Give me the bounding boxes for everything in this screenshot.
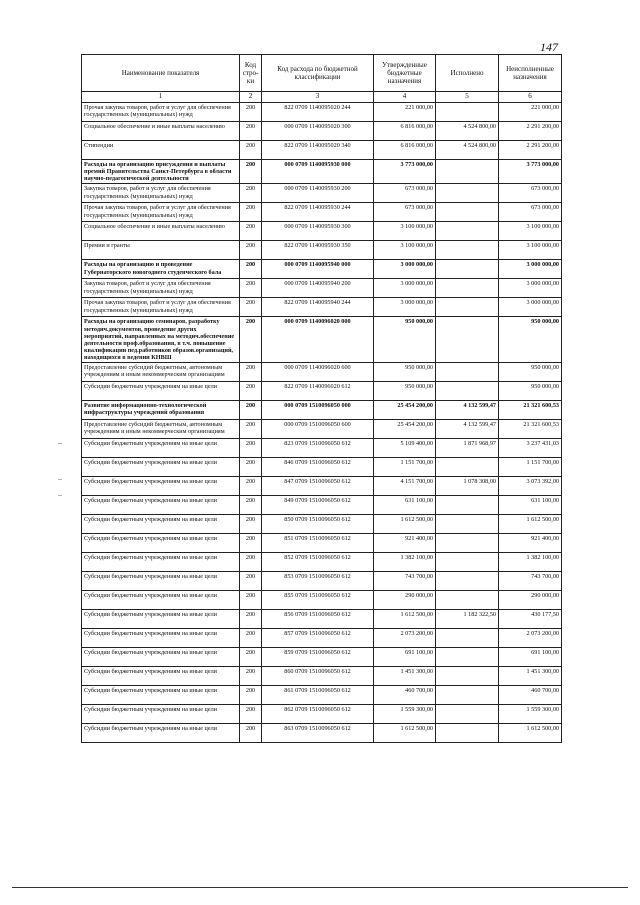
row-line-code: 200: [240, 363, 262, 382]
row-executed: [436, 705, 499, 724]
header-classification-code: Код расхода по бюджетной классификации: [262, 55, 374, 92]
row-line-code: 200: [240, 667, 262, 686]
row-classification-code: 000 0709 1510096050 000: [262, 401, 374, 420]
row-approved: 950 000,00: [374, 317, 436, 363]
row-name: Социальное обеспечение и иные выплаты населению: [82, 222, 240, 241]
header-indicator-name: Наименование показателя: [82, 55, 240, 92]
row-remaining: 3 237 431,03: [499, 439, 562, 458]
row-remaining: 921 400,00: [499, 534, 562, 553]
row-approved: 1 151 700,00: [374, 458, 436, 477]
row-remaining: 1 612 500,00: [499, 515, 562, 534]
table-row: [82, 141, 562, 160]
row-remaining: 673 000,00: [499, 184, 562, 203]
row-remaining: 631 100,00: [499, 496, 562, 515]
table-row: [82, 420, 562, 439]
row-remaining: 2 291 200,00: [499, 122, 562, 141]
row-name: Субсидии бюджетным учреждениям на иные цели: [82, 648, 240, 667]
header-executed: Исполнено: [436, 55, 499, 92]
row-remaining: 3 100 000,00: [499, 222, 562, 241]
row-remaining: 950 000,00: [499, 317, 562, 363]
row-remaining: 3 773 000,00: [499, 160, 562, 184]
table-row: [82, 686, 562, 705]
row-line-code: 200: [240, 279, 262, 298]
row-remaining: 460 700,00: [499, 686, 562, 705]
row-remaining: 3 000 000,00: [499, 260, 562, 279]
row-classification-code: 849 0709 1510096050 612: [262, 496, 374, 515]
row-remaining: 1 612 500,00: [499, 724, 562, 743]
row-executed: [436, 382, 499, 401]
row-approved: 1 451 300,00: [374, 667, 436, 686]
column-number-row: [82, 92, 562, 103]
row-name: Прочая закупка товаров, работ и услуг для обеспечения государственных (муниципальных) нужд: [82, 298, 240, 317]
row-name: Прочая закупка товаров, работ и услуг для обеспечения государственных (муниципальных) нужд: [82, 203, 240, 222]
row-line-code: 200: [240, 439, 262, 458]
row-line-code: 200: [240, 458, 262, 477]
header-approved: Утвержденные бюджетные назначения: [374, 55, 436, 92]
table-row: [82, 572, 562, 591]
row-executed: [436, 222, 499, 241]
row-classification-code: 852 0709 1510096050 612: [262, 553, 374, 572]
row-executed: [436, 591, 499, 610]
row-classification-code: 847 0709 1510096050 612: [262, 477, 374, 496]
row-approved: 950 000,00: [374, 363, 436, 382]
row-executed: [436, 203, 499, 222]
row-classification-code: 822 0709 1140095940 244: [262, 298, 374, 317]
table-row: [82, 648, 562, 667]
row-classification-code: 823 0709 1510096050 612: [262, 439, 374, 458]
row-approved: 3 000 000,00: [374, 298, 436, 317]
row-name: Субсидии бюджетным учреждениям на иные цели: [82, 724, 240, 743]
row-executed: [436, 553, 499, 572]
header-remaining: Неисполненные назначения: [499, 55, 562, 92]
row-classification-code: 000 0709 1140095930 000: [262, 160, 374, 184]
row-name: Прочая закупка товаров, работ и услуг для обеспечения государственных (муниципальных) нужд: [82, 103, 240, 122]
row-approved: 3 100 000,00: [374, 241, 436, 260]
row-classification-code: 000 0709 1140095940 200: [262, 279, 374, 298]
row-executed: [436, 572, 499, 591]
row-line-code: 200: [240, 298, 262, 317]
row-name: Субсидии бюджетным учреждениям на иные цели: [82, 534, 240, 553]
row-approved: 6 816 000,00: [374, 122, 436, 141]
row-approved: 3 100 000,00: [374, 222, 436, 241]
row-approved: 5 109 400,00: [374, 439, 436, 458]
row-classification-code: 857 0709 1510096050 612: [262, 629, 374, 648]
row-name: Субсидии бюджетным учреждениям на иные цели: [82, 515, 240, 534]
row-approved: 1 382 100,00: [374, 553, 436, 572]
row-remaining: 3 000 000,00: [499, 279, 562, 298]
row-approved: 673 000,00: [374, 184, 436, 203]
column-number: 6: [499, 92, 562, 103]
row-name: Предоставление субсидий бюджетным, автономным учреждениям и иным некоммерческим организациям: [82, 363, 240, 382]
row-approved: 3 773 000,00: [374, 160, 436, 184]
row-name: Субсидии бюджетным учреждениям на иные цели: [82, 610, 240, 629]
table-row: [82, 667, 562, 686]
row-remaining: 1 382 100,00: [499, 553, 562, 572]
page-number: 147: [540, 40, 558, 54]
row-name: Расходы на организацию присуждения и выплаты премий Правительства Санкт-Петербурга в области научно-педагогической деятельности: [82, 160, 240, 184]
row-classification-code: 000 0709 1140095020 300: [262, 122, 374, 141]
row-line-code: 200: [240, 382, 262, 401]
row-classification-code: 000 0709 1140095940 000: [262, 260, 374, 279]
row-line-code: 200: [240, 591, 262, 610]
row-name: Субсидии бюджетным учреждениям на иные цели: [82, 496, 240, 515]
row-approved: 1 612 500,00: [374, 610, 436, 629]
row-line-code: 200: [240, 184, 262, 203]
row-line-code: 200: [240, 222, 262, 241]
table-row: [82, 458, 562, 477]
row-remaining: 743 700,00: [499, 572, 562, 591]
table-row: [82, 222, 562, 241]
row-name: Стипендии: [82, 141, 240, 160]
row-classification-code: 851 0709 1510096050 612: [262, 534, 374, 553]
column-number: 1: [82, 92, 240, 103]
row-name: Субсидии бюджетным учреждениям на иные цели: [82, 667, 240, 686]
row-approved: 3 000 000,00: [374, 260, 436, 279]
row-line-code: 200: [240, 648, 262, 667]
table-row: [82, 260, 562, 279]
row-executed: [436, 279, 499, 298]
row-approved: 1 559 300,00: [374, 705, 436, 724]
row-remaining: 3 000 000,00: [499, 298, 562, 317]
row-executed: 4 132 599,47: [436, 420, 499, 439]
row-classification-code: 853 0709 1510096050 612: [262, 572, 374, 591]
row-line-code: 200: [240, 572, 262, 591]
row-line-code: 200: [240, 686, 262, 705]
row-remaining: 1 559 300,00: [499, 705, 562, 724]
margin-mark: –: [58, 490, 62, 499]
row-line-code: 200: [240, 241, 262, 260]
row-executed: [436, 648, 499, 667]
table-body: [82, 103, 562, 743]
row-remaining: 21 321 600,53: [499, 401, 562, 420]
table-row: [82, 103, 562, 122]
table-row: [82, 591, 562, 610]
row-executed: [436, 298, 499, 317]
row-line-code: 200: [240, 203, 262, 222]
row-classification-code: 000 0709 1140095930 300: [262, 222, 374, 241]
row-approved: 221 000,00: [374, 103, 436, 122]
row-line-code: 200: [240, 477, 262, 496]
table-row: [82, 382, 562, 401]
row-name: Субсидии бюджетным учреждениям на иные цели: [82, 382, 240, 401]
row-classification-code: 855 0709 1510096050 612: [262, 591, 374, 610]
row-line-code: 200: [240, 515, 262, 534]
column-number: 5: [436, 92, 499, 103]
row-classification-code: 000 0709 1510096050 600: [262, 420, 374, 439]
table-row: [82, 439, 562, 458]
column-number: 2: [240, 92, 262, 103]
row-approved: 1 612 500,00: [374, 515, 436, 534]
row-line-code: 200: [240, 534, 262, 553]
table-row: [82, 553, 562, 572]
row-classification-code: 860 0709 1510096050 612: [262, 667, 374, 686]
row-executed: [436, 184, 499, 203]
row-line-code: 200: [240, 705, 262, 724]
row-classification-code: 000 0709 1140096020 600: [262, 363, 374, 382]
budget-execution-table: [81, 54, 562, 743]
row-remaining: 950 000,00: [499, 363, 562, 382]
row-approved: 673 000,00: [374, 203, 436, 222]
row-line-code: 200: [240, 553, 262, 572]
row-name: Социальное обеспечение и иные выплаты населению: [82, 122, 240, 141]
row-approved: 3 000 000,00: [374, 279, 436, 298]
row-name: Субсидии бюджетным учреждениям на иные цели: [82, 553, 240, 572]
row-executed: [436, 667, 499, 686]
table-row: [82, 298, 562, 317]
row-line-code: 200: [240, 141, 262, 160]
row-classification-code: 000 0709 1140096020 000: [262, 317, 374, 363]
row-remaining: 673 000,00: [499, 203, 562, 222]
row-executed: 1 871 968,97: [436, 439, 499, 458]
row-name: Расходы на организацию семинаров, разработку методич.документов, проведение других мероприятий, направленных на методич.обеспечение деятельности проф.образования, в т.ч. повышение квалификации пед.работников образов.организаций, находящихся в ведении КНВШ: [82, 317, 240, 363]
row-line-code: 200: [240, 160, 262, 184]
row-remaining: 950 000,00: [499, 382, 562, 401]
row-name: Развитие информационно-технологической инфраструктуры учреждений образования: [82, 401, 240, 420]
row-classification-code: 863 0709 1510096050 612: [262, 724, 374, 743]
margin-mark: –: [58, 438, 62, 447]
table-row: [82, 496, 562, 515]
row-executed: [436, 260, 499, 279]
row-remaining: 2 291 200,00: [499, 141, 562, 160]
row-executed: [436, 686, 499, 705]
header-row: [82, 55, 562, 92]
row-classification-code: 822 0709 1140096020 612: [262, 382, 374, 401]
row-executed: [436, 241, 499, 260]
row-approved: 2 073 200,00: [374, 629, 436, 648]
table-row: [82, 184, 562, 203]
row-approved: 25 454 200,00: [374, 401, 436, 420]
row-executed: 4 524 800,00: [436, 141, 499, 160]
table-row: [82, 724, 562, 743]
table-header: [82, 55, 562, 103]
row-name: Субсидии бюджетным учреждениям на иные цели: [82, 705, 240, 724]
column-number: 3: [262, 92, 374, 103]
table-row: [82, 705, 562, 724]
table-row: [82, 203, 562, 222]
column-number: 4: [374, 92, 436, 103]
row-executed: [436, 496, 499, 515]
table-row: [82, 515, 562, 534]
table-row: [82, 122, 562, 141]
row-line-code: 200: [240, 260, 262, 279]
row-name: Субсидии бюджетным учреждениям на иные цели: [82, 439, 240, 458]
row-line-code: 200: [240, 610, 262, 629]
row-remaining: 1 451 300,00: [499, 667, 562, 686]
row-name: Субсидии бюджетным учреждениям на иные цели: [82, 591, 240, 610]
row-name: Предоставление субсидий бюджетным, автономным учреждениям и иным некоммерческим организациям: [82, 420, 240, 439]
row-line-code: 200: [240, 724, 262, 743]
row-name: Субсидии бюджетным учреждениям на иные цели: [82, 629, 240, 648]
row-name: Субсидии бюджетным учреждениям на иные цели: [82, 572, 240, 591]
row-classification-code: 859 0709 1510096050 612: [262, 648, 374, 667]
row-approved: 6 816 000,00: [374, 141, 436, 160]
row-approved: 460 700,00: [374, 686, 436, 705]
row-name: Субсидии бюджетным учреждениям на иные цели: [82, 458, 240, 477]
row-executed: 1 182 322,50: [436, 610, 499, 629]
table-row: [82, 610, 562, 629]
row-approved: 1 612 500,00: [374, 724, 436, 743]
table-row: [82, 477, 562, 496]
row-executed: 4 132 599,47: [436, 401, 499, 420]
row-name: Расходы на организацию и проведение Губернаторского новогоднего студенческого бала: [82, 260, 240, 279]
row-name: Закупка товаров, работ и услуг для обеспечения государственных (муниципальных) нужд: [82, 279, 240, 298]
row-classification-code: 861 0709 1510096050 612: [262, 686, 374, 705]
row-line-code: 200: [240, 420, 262, 439]
table-row: [82, 279, 562, 298]
row-classification-code: 822 0709 1140095020 340: [262, 141, 374, 160]
row-approved: 743 700,00: [374, 572, 436, 591]
row-classification-code: 822 0709 1140095930 244: [262, 203, 374, 222]
row-remaining: 2 073 200,00: [499, 629, 562, 648]
row-executed: 4 524 800,00: [436, 122, 499, 141]
row-classification-code: 850 0709 1510096050 612: [262, 515, 374, 534]
row-approved: 691 100,00: [374, 648, 436, 667]
row-remaining: 3 100 000,00: [499, 241, 562, 260]
row-approved: 921 400,00: [374, 534, 436, 553]
row-line-code: 200: [240, 103, 262, 122]
table-row: [82, 534, 562, 553]
row-classification-code: 846 0709 1510096050 612: [262, 458, 374, 477]
row-line-code: 200: [240, 317, 262, 363]
row-name: Премии и гранты: [82, 241, 240, 260]
row-executed: [436, 103, 499, 122]
row-approved: 4 151 700,00: [374, 477, 436, 496]
row-executed: [436, 317, 499, 363]
table-row: [82, 401, 562, 420]
row-classification-code: 856 0709 1510096050 612: [262, 610, 374, 629]
row-name: Субсидии бюджетным учреждениям на иные цели: [82, 686, 240, 705]
table-row: [82, 363, 562, 382]
row-remaining: 3 073 392,00: [499, 477, 562, 496]
row-remaining: 221 000,00: [499, 103, 562, 122]
table-row: [82, 317, 562, 363]
row-executed: [436, 458, 499, 477]
row-executed: [436, 160, 499, 184]
row-remaining: 430 177,50: [499, 610, 562, 629]
row-remaining: 1 151 700,00: [499, 458, 562, 477]
row-classification-code: 822 0709 1140095020 244: [262, 103, 374, 122]
row-line-code: 200: [240, 629, 262, 648]
row-executed: [436, 534, 499, 553]
row-executed: [436, 363, 499, 382]
row-approved: 25 454 200,00: [374, 420, 436, 439]
row-line-code: 200: [240, 122, 262, 141]
row-executed: [436, 629, 499, 648]
row-name: Закупка товаров, работ и услуг для обеспечения государственных (муниципальных) нужд: [82, 184, 240, 203]
row-remaining: 21 321 600,53: [499, 420, 562, 439]
row-approved: 631 100,00: [374, 496, 436, 515]
row-name: Субсидии бюджетным учреждениям на иные цели: [82, 477, 240, 496]
row-executed: [436, 515, 499, 534]
row-remaining: 290 000,00: [499, 591, 562, 610]
page-bottom-rule: [12, 887, 628, 888]
row-approved: 290 000,00: [374, 591, 436, 610]
row-classification-code: 862 0709 1510096050 612: [262, 705, 374, 724]
margin-mark: –: [58, 474, 62, 483]
table-row: [82, 629, 562, 648]
row-remaining: 691 100,00: [499, 648, 562, 667]
row-classification-code: 000 0709 1140095930 200: [262, 184, 374, 203]
table-row: [82, 160, 562, 184]
row-line-code: 200: [240, 496, 262, 515]
table-row: [82, 241, 562, 260]
header-line-code: Код стро-ки: [240, 55, 262, 92]
row-executed: 1 078 308,00: [436, 477, 499, 496]
row-approved: 950 000,00: [374, 382, 436, 401]
row-executed: [436, 724, 499, 743]
row-line-code: 200: [240, 401, 262, 420]
row-classification-code: 822 0709 1140095930 350: [262, 241, 374, 260]
